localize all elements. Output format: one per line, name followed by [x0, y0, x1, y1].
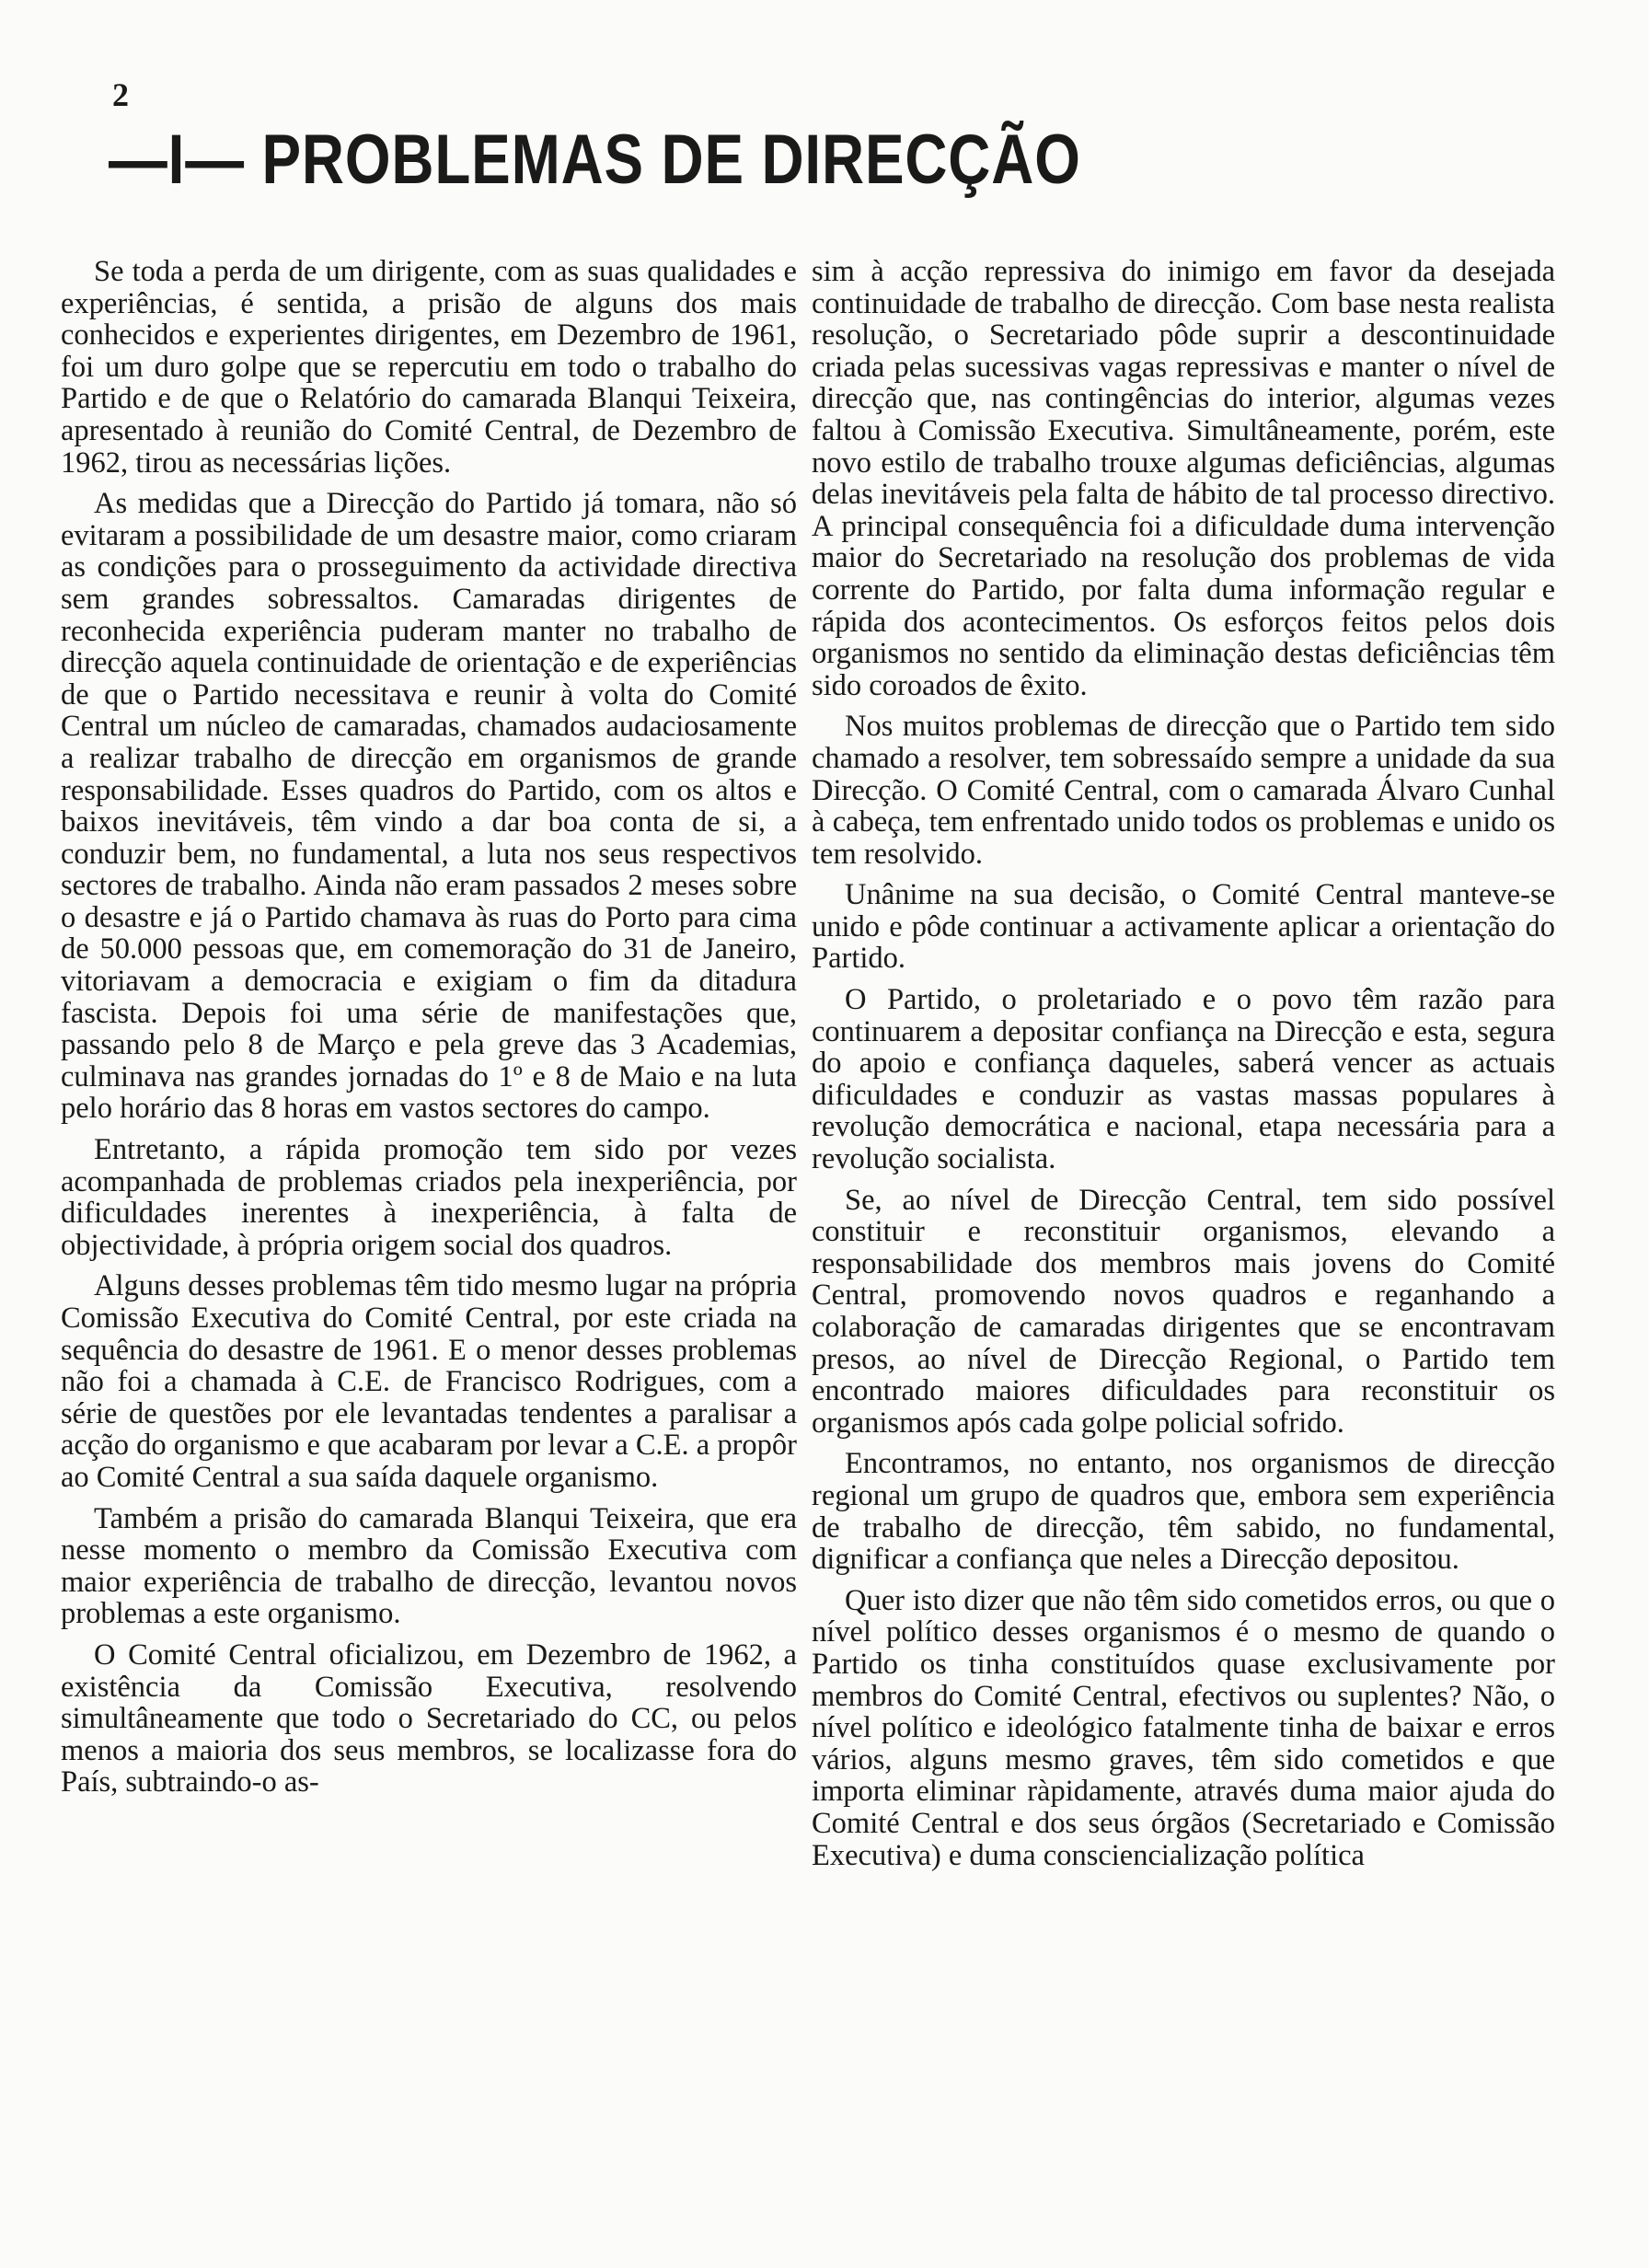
paragraph-continuation: sim à acção repressiva do inimigo em favor da desejada continuidade de trabalho de direcção. Com base nesta realista resolução, o Secretariado pôde suprir a descontinuidade criada pelas sucessivas vagas repressivas e manter o nível de direcção que, nas contingências do interior, algumas vezes faltou à Comissão Executiva. Simultâneamente, porém, este novo estilo de trabalho trouxe algumas deficiências, algumas delas inevitáveis pela falta de hábito de tal processo directivo. A principal consequência foi a dificuldade duma intervenção maior do Secretariado na resolução dos problemas de vida corrente do Partido, por falta duma informação regular e rápida dos acontecimentos. Os esforços feitos pelos dois organismos no sentido da eliminação destas deficiências têm sido coroados de êxito. — [812, 255, 1555, 702]
chapter-title: —I— PROBLEMAS DE DIRECÇÃO — [109, 121, 1081, 199]
paragraph: Entretanto, a rápida promoção tem sido por vezes acompanhada de problemas criados pela inexperiência, por dificuldades inerentes à inexperiência, à falta de objectividade, à própria origem social dos quadros. — [61, 1133, 797, 1262]
left-column — [61, 256, 797, 1808]
paragraph: Nos muitos problemas de direcção que o Partido tem sido chamado a resolver, tem sobressaído sempre a unidade da sua Direcção. O Comité Central, com o camarada Álvaro Cunhal à cabeça, tem enfrentado unido todos os problemas e unido os tem resolvido. — [812, 710, 1555, 871]
page-number: 2 — [112, 76, 129, 113]
paragraph: O Partido, o proletariado e o povo têm razão para continuarem a depositar confiança na Direcção e esta, segura do apoio e confiança daqueles, saberá vencer as actuais dificuldades e conduzir as vastas massas populares à revolução democrática e nacional, etapa necessária para a revolução socialista. — [812, 983, 1555, 1176]
paragraph: Encontramos, no entanto, nos organismos de direcção regional um grupo de quadros que, embora sem experiência de trabalho de direcção, têm sabido, no fundamental, dignificar a confiança que neles a Direcção depositou. — [812, 1447, 1555, 1577]
paragraph: Se, ao nível de Direcção Central, tem sido possível constituir e reconstituir organismos, elevando a responsabilidade dos membros mais jovens do Comité Central, promovendo novos quadros e reganhando a colaboração de camaradas dirigentes que se encontravam presos, ao nível de Direcção Regional, o Partido tem encontrado maiores dificuldades para reconstituir os organismos após cada golpe policial sofrido. — [812, 1183, 1555, 1440]
paragraph: Quer isto dizer que não têm sido cometidos erros, ou que o nível político desses organismos é o mesmo de quando o Partido os tinha constituídos quase exclusivamente por membros do Comité Central, efectivos ou suplentes? Não, o nível político e ideológico fatalmente tinha de baixar e erros vários, alguns mesmo graves, têm sido cometidos e que importa eliminar ràpidamente, através duma maior ajuda do Comité Central e dos seus órgãos (Secretariado e Comissão Executiva) e duma consciencialização política — [812, 1583, 1555, 1872]
paragraph: Alguns desses problemas têm tido mesmo lugar na própria Comissão Executiva do Comité Central, por este criada na sequência do desastre de 1961. E o menor desses problemas não foi a chamada à C.E. de Francisco Rodrigues, com a série de questões por ele levantadas tendentes a paralisar a acção do organismo e que acabaram por levar a C.E. a propôr ao Comité Central a sua saída daquele organismo. — [61, 1269, 797, 1494]
paragraph: As medidas que a Direcção do Partido já tomara, não só evitaram a possibilidade de um desastre maior, como criaram as condições para o prosseguimento da actividade directiva sem grandes sobressaltos. Camaradas dirigentes de reconhecida experiência puderam manter no trabalho de direcção aquela continuidade de orientação e de experiências de que o Partido necessitava e reunir à volta do Comité Central um núcleo de camaradas, chamados audaciosamente a realizar trabalho de direcção em organismos de grande responsabilidade. Esses quadros do Partido, com os altos e baixos inevitáveis, têm vindo a dar boa conta de si, a conduzir bem, no fundamental, a luta nos seus respectivos sectores de trabalho. Ainda não eram passados 2 meses sobre o desastre e já o Partido chamava às ruas do Porto para cima de 50.000 pessoas que, em comemoração do 31 de Janeiro, vitoriavam a democracia e exigiam o fim da ditadura fascista. Depois foi uma série de manifestações que, passando pelo 8 de Março e pela greve das 3 Academias, culminava nas grandes jornadas do 1º e 8 de Maio e na luta pelo horário das 8 horas em vastos sectores do campo. — [61, 487, 797, 1126]
paragraph: Se toda a perda de um dirigente, com as suas qualidades e experiências, é sentida, a prisão de alguns dos mais conhecidos e experientes dirigentes, em Dezembro de 1961, foi um duro golpe que se repercutiu em todo o trabalho do Partido e de que o Relatório do camarada Blanqui Teixeira, apresentado à reunião do Comité Central, de Dezembro de 1962, tirou as necessárias lições. — [61, 255, 797, 480]
right-column — [812, 256, 1555, 1880]
paragraph: O Comité Central oficializou, em Dezembro de 1962, a existência da Comissão Executiva, resolvendo simultâneamente que todo o Secretariado do CC, ou pelos menos a maioria dos seus membros, se localizasse fora do País, subtraindo-o as- — [61, 1637, 797, 1799]
paragraph: Unânime na sua decisão, o Comité Central manteve-se unido e pôde continuar a activamente aplicar a orientação do Partido. — [812, 878, 1555, 976]
paragraph: Também a prisão do camarada Blanqui Teixeira, que era nesse momento o membro da Comissão Executiva com maior experiência de trabalho de direcção, levantou novos problemas a este organismo. — [61, 1501, 797, 1631]
